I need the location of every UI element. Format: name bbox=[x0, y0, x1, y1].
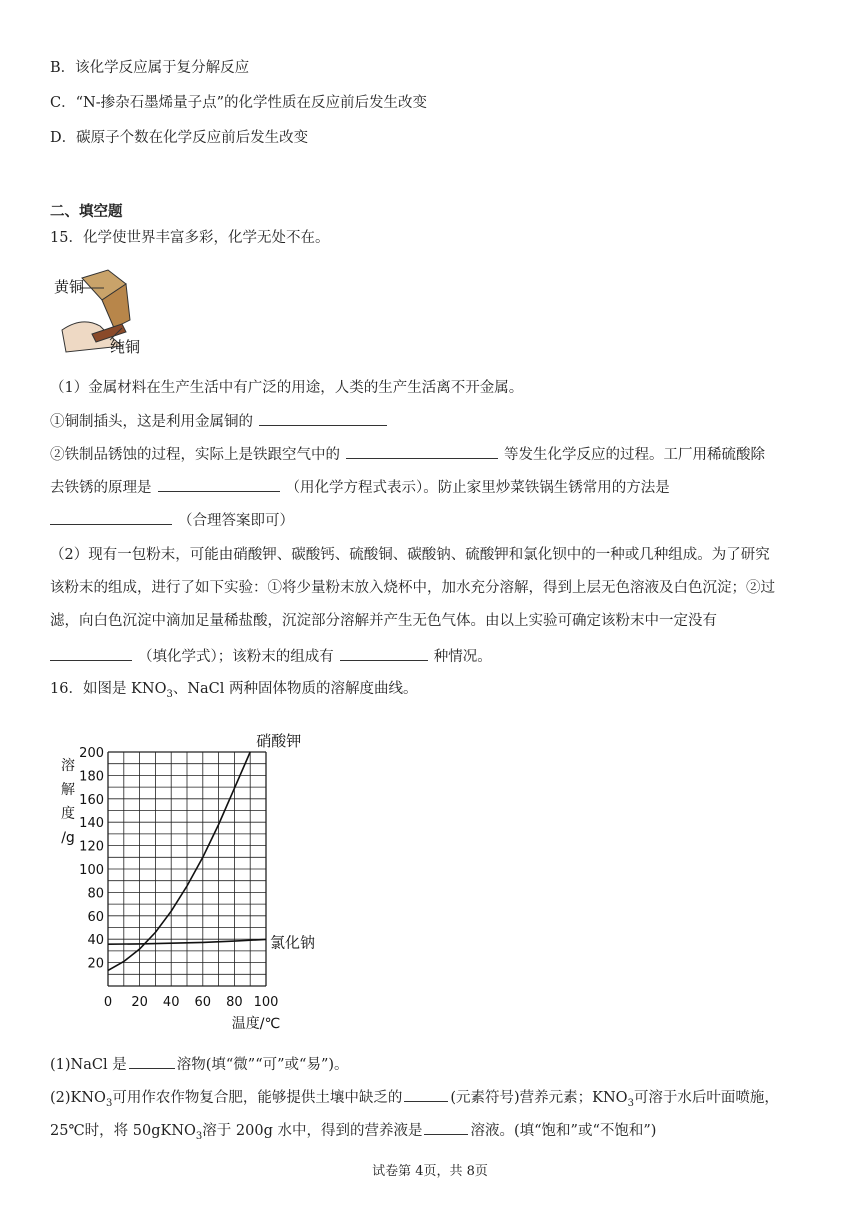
x-tick-label: 100 bbox=[253, 995, 279, 1010]
q15-text: （合理答案即可） bbox=[178, 513, 294, 529]
answer-blank[interactable] bbox=[50, 510, 172, 525]
y-axis-label-char: 度 bbox=[61, 806, 75, 822]
brass-copper-figure bbox=[52, 268, 152, 356]
answer-blank[interactable] bbox=[50, 646, 132, 661]
series-line bbox=[108, 752, 250, 970]
y-axis-label-char: 解 bbox=[61, 782, 75, 798]
subscript: 3 bbox=[627, 1097, 634, 1109]
y-tick-label: 80 bbox=[87, 886, 104, 902]
q16-intro bbox=[50, 679, 418, 705]
answer-blank[interactable] bbox=[340, 646, 428, 661]
q15-part2-line4 bbox=[50, 646, 492, 667]
pure-copper-label: 纯铜 bbox=[110, 338, 141, 356]
q15-part1-line2 bbox=[50, 444, 765, 465]
solubility-chart bbox=[52, 724, 352, 1040]
q15-text: 种情况。 bbox=[433, 649, 492, 665]
q15-part1-line1 bbox=[50, 411, 393, 432]
option-c: C．“N-掺杂石墨烯量子点”的化学性质在反应前后发生改变 bbox=[50, 95, 428, 111]
q16-text: 可用作农作物复合肥，能够提供土壤中缺乏的 bbox=[112, 1090, 403, 1106]
x-ticks bbox=[104, 995, 279, 1010]
chart-series bbox=[108, 732, 315, 970]
q15-part1-intro: （1）金属材料在生产生活中有广泛的用途，人类的生产生活离不开金属。 bbox=[50, 380, 524, 396]
q15-text: （填化学式）；该粉末的组成有 bbox=[138, 649, 334, 665]
q15-text: ①铜制插头，这是利用金属铜的 bbox=[50, 414, 253, 430]
x-tick-label: 80 bbox=[226, 995, 243, 1010]
y-axis-label bbox=[61, 757, 75, 846]
q15-intro: 15．化学使世界丰富多彩，化学无处不在。 bbox=[50, 230, 330, 246]
q16-text: (1)NaCl 是 bbox=[50, 1057, 127, 1073]
q16-text: 溶液。(填“饱和”或“不饱和”) bbox=[470, 1123, 657, 1139]
x-tick-label: 20 bbox=[131, 995, 148, 1010]
y-axis-label-char: /g bbox=[61, 830, 75, 846]
subscript: 3 bbox=[166, 688, 173, 700]
y-tick-label: 180 bbox=[79, 769, 104, 785]
answer-blank[interactable] bbox=[424, 1120, 468, 1135]
y-tick-label: 100 bbox=[79, 863, 104, 878]
q16-text: 可溶于水后叶面喷施， bbox=[633, 1090, 779, 1106]
option-d: D．碳原子个数在化学反应前后发生改变 bbox=[50, 130, 309, 146]
q15-text: （用化学方程式表示）。防止家里炒菜铁锅生锈常用的方法是 bbox=[285, 480, 670, 496]
page-footer: 试卷第 4页，共 8页 bbox=[372, 1164, 488, 1179]
q16-text: 溶物(填“微”“可”或“易”)。 bbox=[176, 1057, 349, 1073]
q16-sub1 bbox=[50, 1054, 349, 1075]
answer-blank[interactable] bbox=[129, 1054, 175, 1069]
x-axis-label: 温度/℃ bbox=[231, 1016, 281, 1032]
q15-part1-line4 bbox=[50, 510, 294, 531]
answer-blank[interactable] bbox=[404, 1087, 448, 1102]
y-tick-label: 200 bbox=[79, 746, 104, 761]
y-ticks bbox=[79, 746, 104, 972]
q15-part2-line1: （2）现有一包粉末，可能由硝酸钾、碳酸钙、硫酸铜、碳酸钠、硫酸钾和氯化钡中的一种或几种组成。为了研究 bbox=[50, 547, 770, 563]
q16-text: 16．如图是 KNO bbox=[50, 681, 167, 697]
option-b: B．该化学反应属于复分解反应 bbox=[50, 60, 250, 76]
y-tick-label: 140 bbox=[79, 816, 104, 832]
answer-blank[interactable] bbox=[346, 444, 498, 459]
q16-sub2 bbox=[50, 1087, 779, 1114]
q16-text: 、NaCl 两种固体物质的溶解度曲线。 bbox=[172, 681, 418, 697]
y-tick-label: 160 bbox=[79, 792, 104, 808]
x-tick-label: 40 bbox=[162, 995, 180, 1010]
q16-text: (2)KNO bbox=[50, 1090, 106, 1106]
y-tick-label: 40 bbox=[87, 933, 104, 949]
series-label: 氯化钠 bbox=[270, 933, 316, 952]
y-axis-label-char: 溶 bbox=[61, 758, 75, 774]
subscript: 3 bbox=[105, 1097, 113, 1109]
x-tick-label: 60 bbox=[194, 995, 212, 1010]
q16-text: 溶于 200g 水中，得到的营养液是 bbox=[202, 1123, 423, 1139]
subscript: 3 bbox=[195, 1130, 203, 1142]
x-tick-label: 0 bbox=[103, 995, 113, 1010]
q15-part2-line2: 该粉末的组成，进行了如下实验：①将少量粉末放入烧杯中，加水充分溶解，得到上层无色溶液及白色沉淀；②过 bbox=[50, 580, 775, 596]
brass-label: 黄铜 bbox=[54, 278, 85, 296]
q15-text: 去铁锈的原理是 bbox=[50, 480, 152, 496]
q15-part2-line3: 滤，向白色沉淀中滴加足量稀盐酸，沉淀部分溶解并产生无色气体。由以上实验可确定该粉末中一定没有 bbox=[50, 613, 717, 629]
q15-part1-line3 bbox=[50, 477, 670, 498]
section-title: 二、填空题 bbox=[50, 203, 123, 220]
y-tick-label: 60 bbox=[87, 909, 104, 925]
q15-text: 等发生化学反应的过程。工厂用稀硫酸除 bbox=[504, 447, 765, 463]
q15-text: ②铁制品锈蚀的过程，实际上是铁跟空气中的 bbox=[50, 447, 340, 463]
q16-sub3 bbox=[50, 1120, 656, 1147]
y-tick-label: 20 bbox=[87, 956, 104, 972]
q16-text: (元素符号)营养元素；KNO bbox=[450, 1090, 628, 1106]
answer-blank[interactable] bbox=[158, 477, 280, 492]
chart-grid bbox=[108, 752, 266, 986]
q16-text: 25℃时，将 50gKNO bbox=[50, 1123, 196, 1139]
answer-blank[interactable] bbox=[259, 411, 387, 426]
series-label: 硝酸钾 bbox=[256, 732, 302, 750]
y-tick-label: 120 bbox=[79, 839, 104, 855]
